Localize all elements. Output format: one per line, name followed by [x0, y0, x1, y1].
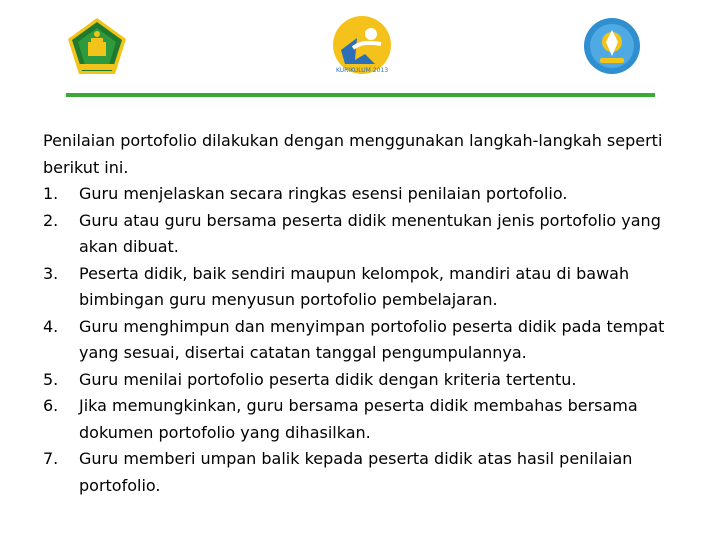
kurikulum-caption: KURIKULUM 2013: [335, 67, 389, 74]
step-text: Guru menilai portofolio peserta didik dengan kriteria tertentu.: [79, 369, 577, 389]
step-number: 7.: [43, 449, 59, 468]
list-item: [43, 181, 698, 208]
step-text: Peserta didik, baik sendiri maupun kelompok, mandiri atau di bawah bimbingan guru menyusun portofolio pembelajaran.: [79, 263, 630, 309]
step-text: Jika memungkinkan, guru bersama peserta didik membahas bersama dokumen portofolio yang dihasilkan.: [79, 396, 638, 442]
step-text: Guru menjelaskan secara ringkas esensi penilaian portofolio.: [79, 184, 568, 203]
step-number: 5.: [43, 369, 59, 389]
step-text: Guru atau guru bersama peserta didik menentukan jenis portofolio yang akan dibuat.: [79, 210, 661, 256]
list-item: [43, 446, 698, 499]
list-item: [43, 261, 698, 314]
list-item: [43, 393, 698, 446]
step-text: Guru menghimpun dan menyimpan portofolio peserta didik pada tempat yang sesuai, disertai catatan tanggal pengumpulannya.: [79, 316, 665, 362]
intro-paragraph: Penilaian portofolio dilakukan dengan menggunakan langkah-langkah seperti berikut ini.: [43, 131, 663, 177]
header-divider: [66, 93, 655, 97]
step-number: 4.: [43, 316, 59, 336]
tut-wuri-handayani-logo-icon: [582, 16, 642, 76]
list-item: [43, 208, 698, 261]
step-number: 6.: [43, 396, 59, 415]
step-text: Guru memberi umpan balik kepada peserta didik atas hasil penilaian portofolio.: [79, 449, 633, 495]
kurikulum-2013-logo-icon: [331, 14, 393, 78]
procedure-text: [43, 128, 698, 499]
kemenag-logo-icon: [66, 16, 128, 78]
list-item: [43, 367, 698, 394]
step-number: 2.: [43, 210, 59, 230]
step-number: 1.: [43, 184, 59, 203]
list-item: [43, 314, 698, 367]
step-number: 3.: [43, 263, 59, 283]
steps-list: [43, 181, 698, 499]
